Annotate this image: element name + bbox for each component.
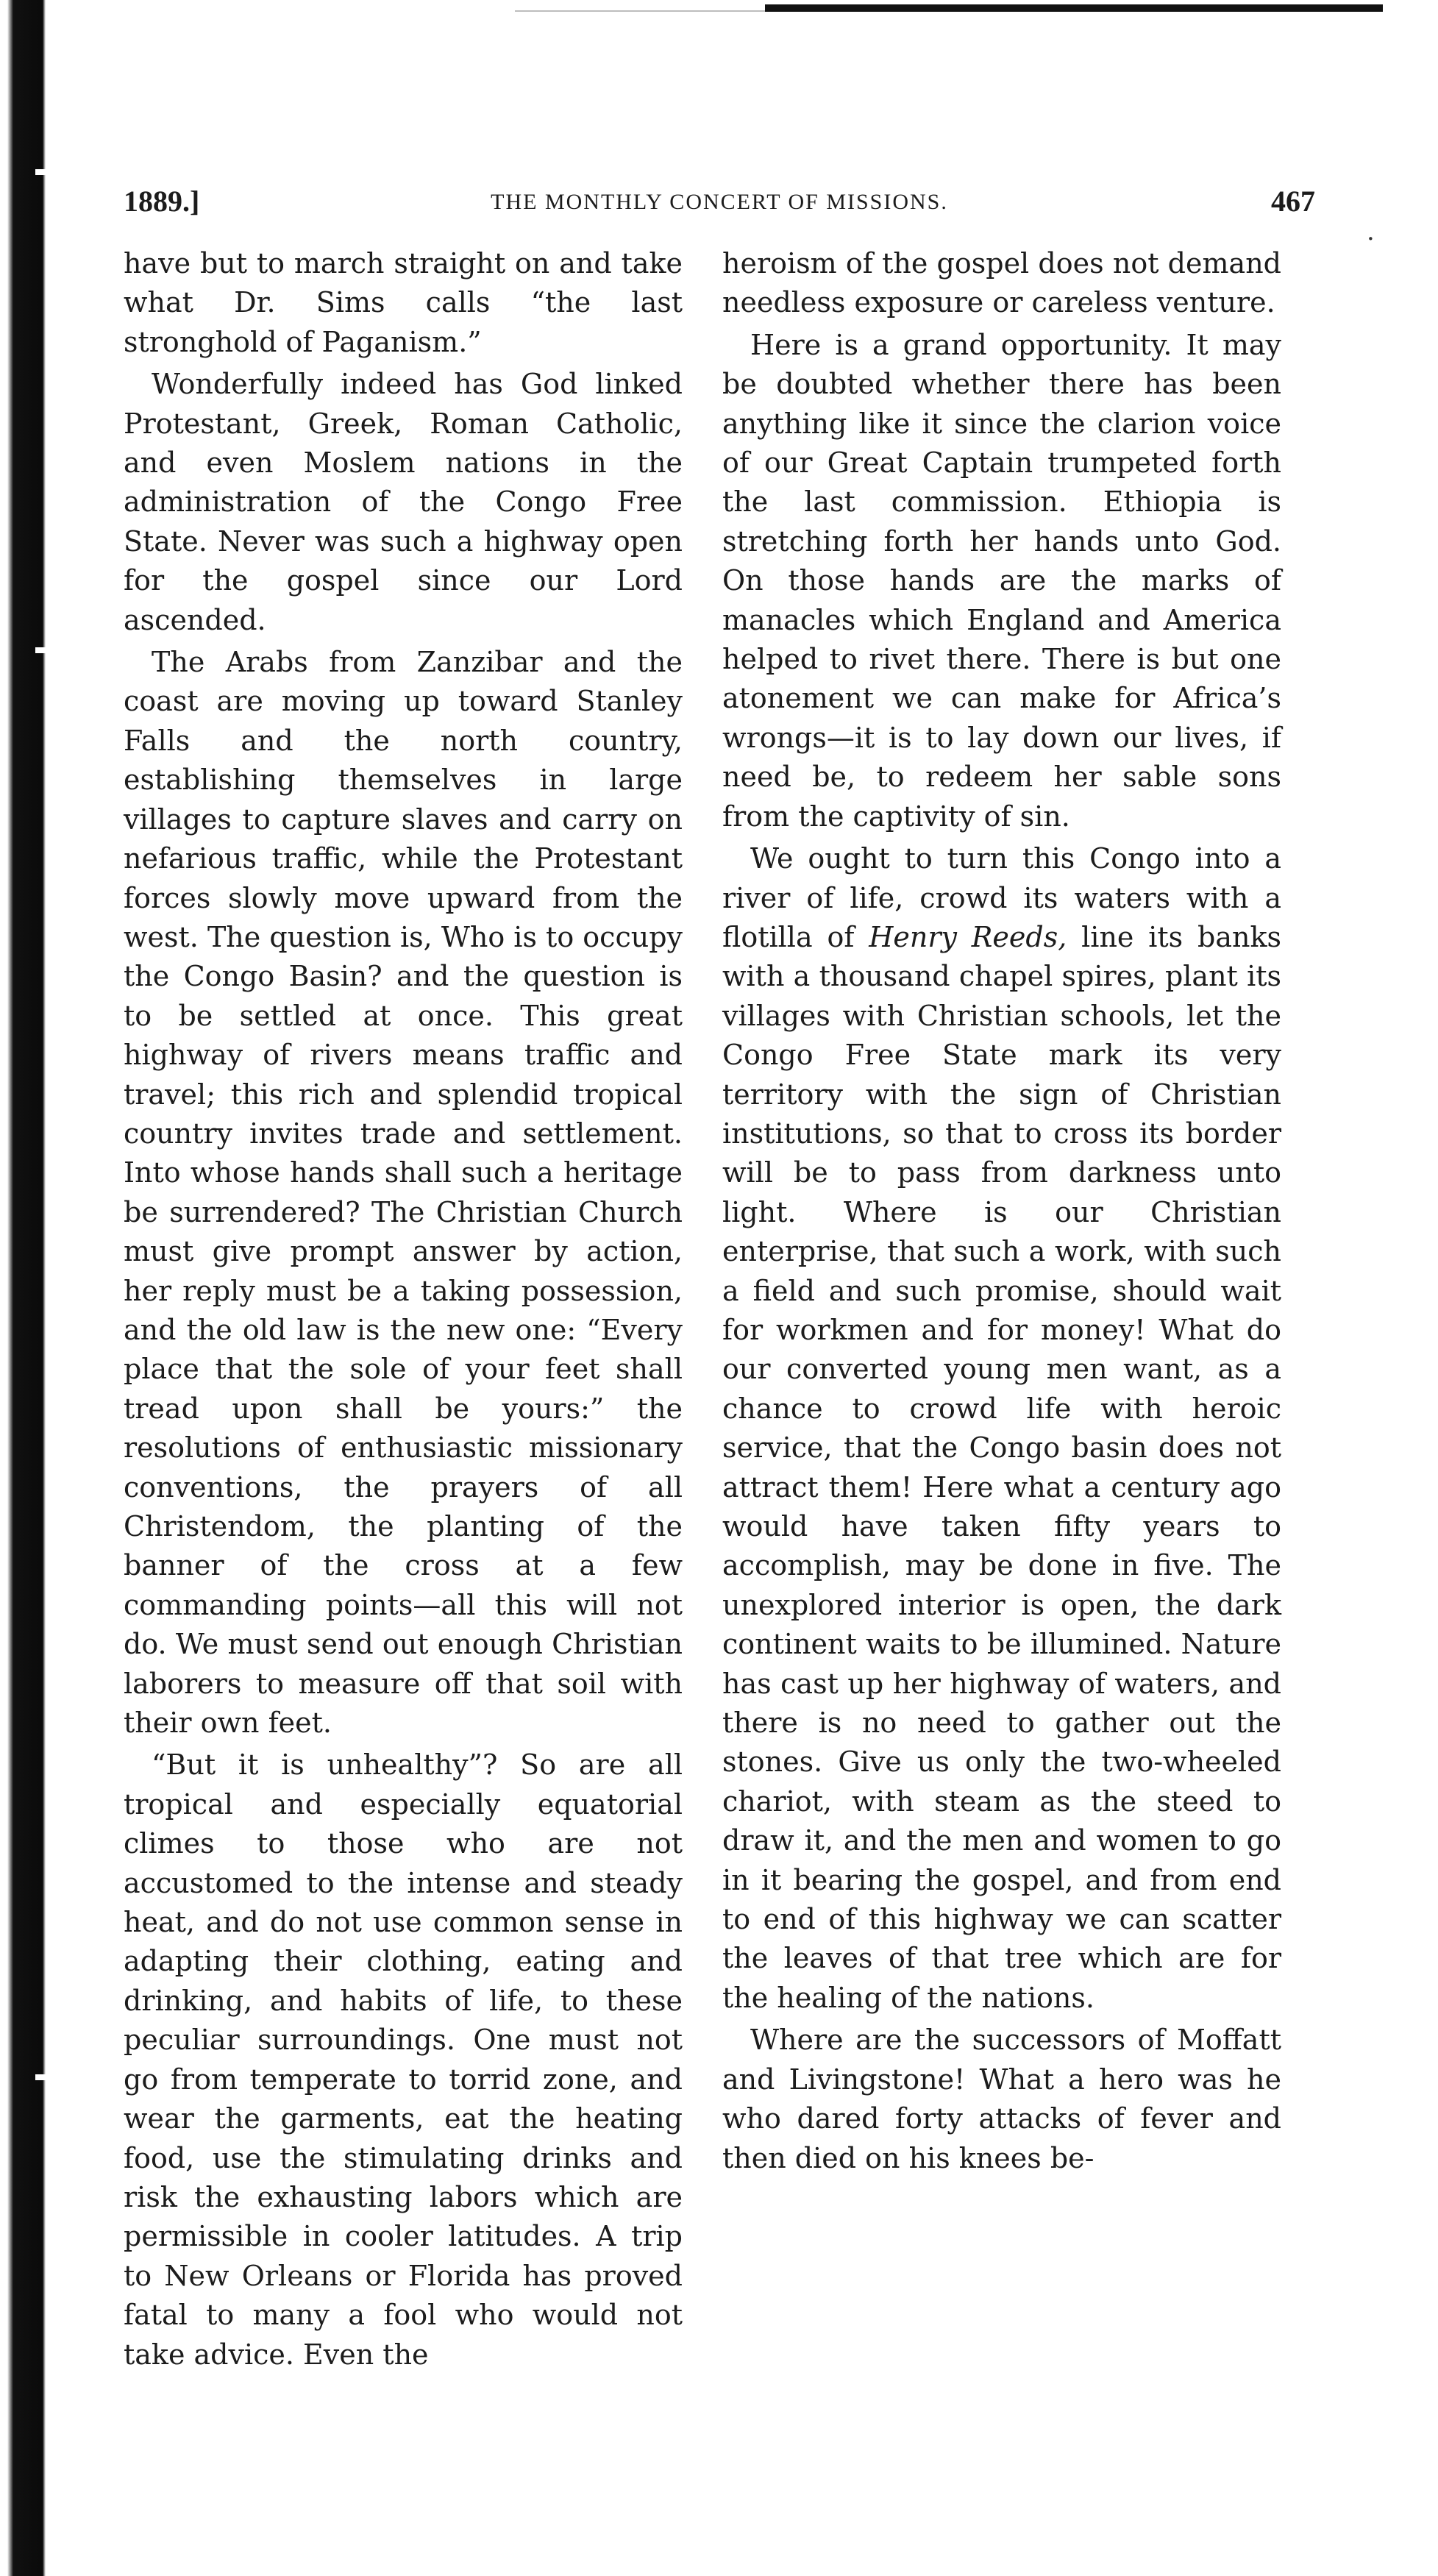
- running-header: [124, 184, 1315, 228]
- margin-mark: ·: [1367, 224, 1375, 254]
- paragraph: have but to march straight on and take what Dr. Sims calls “the last stronghold of Paganism.”: [124, 247, 683, 358]
- paragraph: Where are the successors of Moffatt and Livingstone! What a hero was he who dared forty attacks of fever and then died on his knees be-: [722, 2024, 1281, 2174]
- right-column: [722, 244, 1281, 2181]
- binding-notch: [35, 169, 49, 175]
- paragraph: Wonderfully indeed has God linked Protestant, Greek, Roman Catholic, and even Moslem nations in the administration of the Congo Free State. Never was such a highway open for the gospel since our Lord ascended.: [124, 368, 683, 636]
- header-year: 1889.]: [124, 185, 200, 218]
- header-journal-title: THE MONTHLY CONCERT OF MISSIONS.: [491, 190, 948, 214]
- binding-notch: [35, 647, 49, 653]
- left-column: [124, 244, 683, 2377]
- paragraph-text: line its banks with a thousand chapel spires, plant its villages with Christian schools, let the Congo Free State mark its very territory with the sign of Christian institutions, so that to cross its border will be to pass from darkness unto light. Where is our Christian enterprise, that such a work, with such a field and such promise, should wait for workmen and for money! What do our converted young men want, as a chance to crowd life with heroic service, that the Congo basin does not attract them! Here what a century ago would have taken fifty years to accomplish, may be done in five. The unexplored interior is open, the dark continent waits to be illumined. Nature has cast up her highway of waters, and there is no need to gather out the stones. Give us only the two-wheeled chariot, with steam as the steed to draw it, and the men and women to go in it bearing the gospel, and from end to end of this highway we can scatter the leaves of that tree which are for the healing of the nations.: [722, 920, 1281, 2014]
- paragraph: [722, 839, 1281, 2018]
- paragraph: “But it is unhealthy”? So are all tropical and especially equatorial climes to those who are not accustomed to the intense and steady heat, and do not use common sense in adapting their clothing, eating and drinking, and habits of life, to these peculiar surroundings. One must not go from temperate to torrid zone, and wear the garments, eat the heating food, use the stimulating drinks and risk the exhausting labors which are permissible in cooler latitudes. A trip to New Orleans or Florida has proved fatal to many a fool who would not take advice. Even the: [124, 1748, 683, 2371]
- header-page-number: 467: [1271, 185, 1315, 218]
- binding-notch: [35, 2074, 49, 2080]
- top-rule-faint: [515, 10, 765, 12]
- paragraph: The Arabs from Zanzibar and the coast are moving up toward Stanley Falls and the north country, establishing themselves in large villages to capture slaves and carry on nefarious traffic, while the Protestant forces slowly move upward from the west. The question is, Who is to occupy the Congo Basin? and the question is to be settled at once. This great highway of rivers means traffic and travel; this rich and splendid tropical country invites trade and settlement. Into whose hands shall such a heritage be surrendered? The Christian Church must give prompt answer by action, her reply must be a taking possession, and the old law is the new one: “Every place that the sole of your feet shall tread upon shall be yours:” the resolutions of enthusiastic missionary conventions, the prayers of all Christendom, the planting of the banner of the cross at a few commanding points—all this will not do. We must send out enough Christian laborers to measure off that soil with their own feet.: [124, 646, 683, 1740]
- paragraph-text: We ought to turn this Congo into a river of life, crowd its waters with a flotilla of: [722, 842, 1281, 953]
- paragraph: heroism of the gospel does not demand needless exposure or careless venture.: [722, 247, 1281, 319]
- paragraph: Here is a grand opportunity. It may be doubted whether there has been anything like it since the clarion voice of our Great Captain trumpeted forth the last commission. Ethiopia is stretching forth her hands unto God. On those hands are the marks of manacles which England and America helped to rivet there. There is but one atonement we can make for Africa’s wrongs—it is to lay down our lives, if need be, to redeem her sable sons from the captivity of sin.: [722, 328, 1281, 833]
- top-rule: [765, 4, 1383, 12]
- ship-name-italic: Henry Reeds,: [869, 920, 1067, 953]
- page-binding-edge: [0, 0, 46, 2576]
